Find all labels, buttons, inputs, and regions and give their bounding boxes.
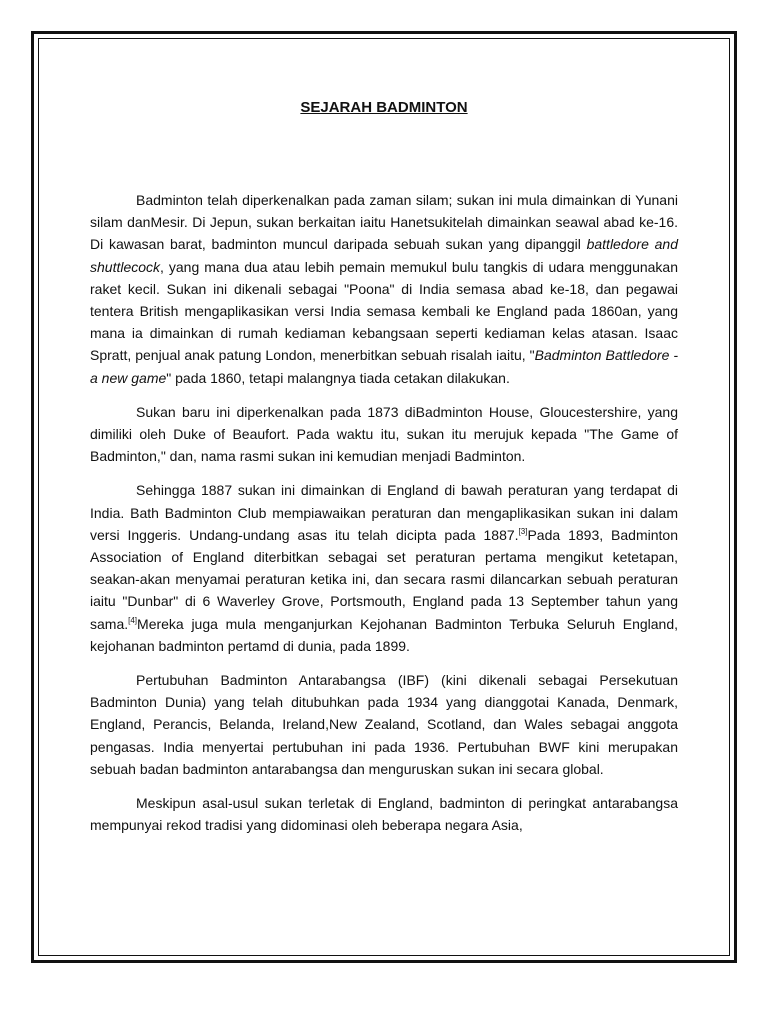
paragraph-text: Meskipun asal-usul sukan terletak di England, badminton di peringkat antarabangsa mempunyai rekod tradisi yang didominasi oleh beberapa negara Asia, (90, 795, 678, 834)
document-title-text: SEJARAH BADMINTON (300, 99, 468, 116)
paragraph-text: Sehingga 1887 sukan ini dimainkan di England di bawah peraturan yang terdapat di India. Bath Badminton Club mempiawaikan peraturan dan mengaplikasikan sukan ini dalam versi Inggeris. Undang-undang asas itu telah dicipta pada 1887. (90, 482, 678, 543)
paragraph-2 (90, 401, 678, 468)
paragraph-5 (90, 792, 678, 836)
paragraph-text: " pada 1860, tetapi malangnya tiada cetakan dilakukan. (166, 369, 510, 386)
paragraph-text: Badminton telah diperkenalkan pada zaman silam; sukan ini mula dimainkan di Yunani silam danMesir. Di Jepun, sukan berkaitan iaitu Hanetsukitelah dimainkan seawal abad ke-16. Di kawasan barat, badminton muncul daripada sebuah sukan yang dipanggil (90, 192, 678, 253)
document-body (90, 96, 678, 848)
paragraph-list (90, 189, 678, 836)
document-title (90, 96, 678, 120)
paragraph-text: Pada 1893, Badminton Association of England diterbitkan sebagai set peraturan pertama mengikut ketetapan, seakan-akan menyamai peraturan ketika ini, dan secara rasmi dilancarkan sebuah peraturan iaitu "Dunbar" di 6 Waverley Grove, Portsmouth, England pada 13 September tahun yang sama. (90, 526, 678, 632)
citation-marker: [3] (518, 526, 528, 536)
paragraph-text: Mereka juga mula menganjurkan Kejohanan Badminton Terbuka Seluruh England, kejohanan badminton pertamd di dunia, pada 1899. (90, 615, 678, 654)
paragraph-text: Pertubuhan Badminton Antarabangsa (IBF) (kini dikenali sebagai Persekutuan Badminton Dunia) yang telah ditubuhkan pada 1934 yang dianggotai Kanada, Denmark, England, Perancis, Belanda, Ireland,New Zealand, Scotland, dan Wales sebagai anggota pengasas. India menyertai pertubuhan ini pada 1936. Pertubuhan BWF kini merupakan sebuah badan badminton antarabangsa dan menguruskan sukan ini secara global. (90, 672, 678, 777)
paragraph-text: , yang mana dua atau lebih pemain memukul bulu tangkis di udara menggunakan raket kecil. Sukan ini dikenali sebagai "Poona" di India semasa abad ke-18, dan pegawai tentera British mengaplikasikan versi India semasa kembali ke England pada 1860an, yang mana ia dimainkan di rumah kediaman kebangsaan seperti kediaman kelas atasan. Isaac Spratt, penjual anak patung London, menerbitkan sebuah risalah iaitu, " (90, 258, 678, 364)
italic-text: Badminton Battledore - a new game (90, 347, 678, 386)
paragraph-4 (90, 669, 678, 780)
paragraph-text: Sukan baru ini diperkenalkan pada 1873 diBadminton House, Gloucestershire, yang dimiliki oleh Duke of Beaufort. Pada waktu itu, sukan itu merujuk kepada "The Game of Badminton," dan, nama rasmi sukan ini kemudian menjadi Badminton. (90, 403, 678, 465)
citation-marker: [4] (128, 615, 138, 625)
italic-text: battledore and shuttlecock (90, 236, 678, 275)
paragraph-1 (90, 189, 678, 389)
paragraph-3 (90, 479, 678, 657)
